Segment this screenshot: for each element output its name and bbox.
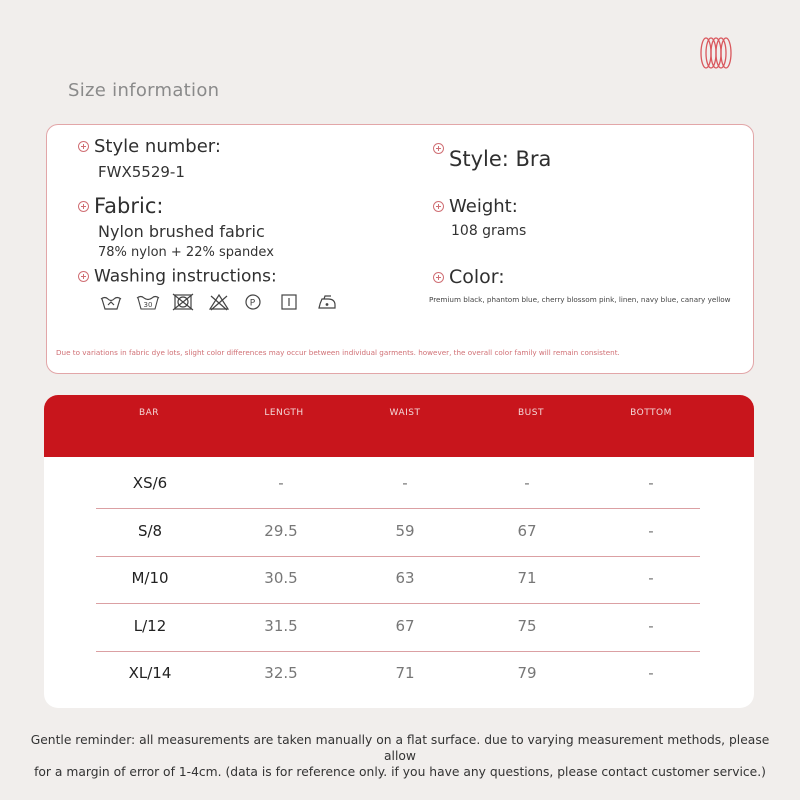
waist-cell: 71 <box>395 664 415 682</box>
header-waist: WAIST <box>389 408 421 418</box>
waist-cell: 63 <box>395 569 415 587</box>
row-divider <box>96 508 700 509</box>
bottom-cell: - <box>648 617 654 635</box>
bust-cell: 75 <box>517 617 537 635</box>
color-list: Premium black, phantom blue, cherry blossom pink, linen, navy blue, canary yellow <box>429 295 731 304</box>
table-row <box>44 652 754 698</box>
size-table <box>44 395 754 708</box>
plus-circle-icon <box>78 271 89 282</box>
washing-icons <box>100 292 352 312</box>
length-cell: 32.5 <box>264 664 298 682</box>
washing-field <box>78 266 277 287</box>
fabric-field <box>78 194 163 218</box>
reminder-line-1: Gentle reminder: all measurements are taken manually on a flat surface. due to varying measurement methods, please allow <box>30 733 770 763</box>
length-cell: 31.5 <box>264 617 298 635</box>
style-number-value: FWX5529-1 <box>98 163 185 181</box>
fabric-label: Fabric: <box>94 194 164 218</box>
style-number-field <box>78 136 221 157</box>
bust-cell: 71 <box>517 569 537 587</box>
size-cell: XS/6 <box>132 474 168 492</box>
length-cell: 29.5 <box>264 522 298 540</box>
header-bust: BUST <box>518 408 544 418</box>
plus-circle-icon <box>433 143 444 154</box>
table-row <box>44 605 754 651</box>
bottom-cell: - <box>648 522 654 540</box>
weight-field <box>433 196 518 217</box>
length-cell: - <box>278 474 284 492</box>
wash-temp-label: 30 <box>143 301 153 309</box>
reminder-line-2: for a margin of error of 1-4cm. (data is for reference only. if you have any questions, please contact customer service.) <box>34 765 766 779</box>
page-title: Size information <box>68 80 220 101</box>
size-cell: XL/14 <box>128 664 172 682</box>
header-bar: BAR <box>138 408 160 418</box>
dry-clean-letter: P <box>249 298 256 309</box>
no-tumble-dry-icon <box>172 292 208 312</box>
waist-cell: 67 <box>395 617 415 635</box>
bottom-cell: - <box>648 474 654 492</box>
dry-clean-p-icon <box>244 292 280 312</box>
rings-logo-icon <box>700 36 732 70</box>
color-field <box>433 266 505 288</box>
fabric-name: Nylon brushed fabric <box>98 222 265 241</box>
size-cell: M/10 <box>131 569 169 587</box>
style-number-label: Style number: <box>94 136 221 157</box>
header-length: LENGTH <box>264 408 304 418</box>
weight-label: Weight: <box>449 196 518 217</box>
washing-label: Washing instructions: <box>94 266 277 287</box>
style-label: Style: Bra <box>449 147 552 171</box>
size-table-header <box>44 395 754 457</box>
plus-circle-icon <box>433 201 444 212</box>
measurement-reminder <box>20 732 780 780</box>
line-dry-icon <box>280 292 316 312</box>
color-label: Color: <box>449 266 505 288</box>
table-row <box>44 510 754 556</box>
table-row <box>44 557 754 603</box>
waist-cell: - <box>402 474 408 492</box>
bottom-cell: - <box>648 569 654 587</box>
bust-cell: 79 <box>517 664 537 682</box>
hand-wash-icon <box>100 292 136 312</box>
bottom-cell: - <box>648 664 654 682</box>
header-bottom: BOTTOM <box>630 408 672 418</box>
no-bleach-icon <box>208 292 244 312</box>
plus-circle-icon <box>433 272 444 283</box>
size-cell: S/8 <box>137 522 163 540</box>
style-field <box>433 143 551 171</box>
waist-cell: 59 <box>395 522 415 540</box>
table-row <box>44 462 754 508</box>
plus-circle-icon <box>78 201 89 212</box>
low-iron-icon <box>316 292 352 312</box>
dye-lot-note: Due to variations in fabric dye lots, slight color differences may occur between individual garments. however, the overall color family will remain consistent. <box>56 348 620 357</box>
length-cell: 30.5 <box>264 569 298 587</box>
bust-cell: 67 <box>517 522 537 540</box>
size-cell: L/12 <box>133 617 167 635</box>
row-divider <box>96 603 700 604</box>
fabric-composition: 78% nylon + 22% spandex <box>98 245 274 260</box>
bust-cell: - <box>524 474 530 492</box>
plus-circle-icon <box>78 141 89 152</box>
weight-value: 108 grams <box>451 223 527 239</box>
wash-30-icon <box>136 292 172 312</box>
